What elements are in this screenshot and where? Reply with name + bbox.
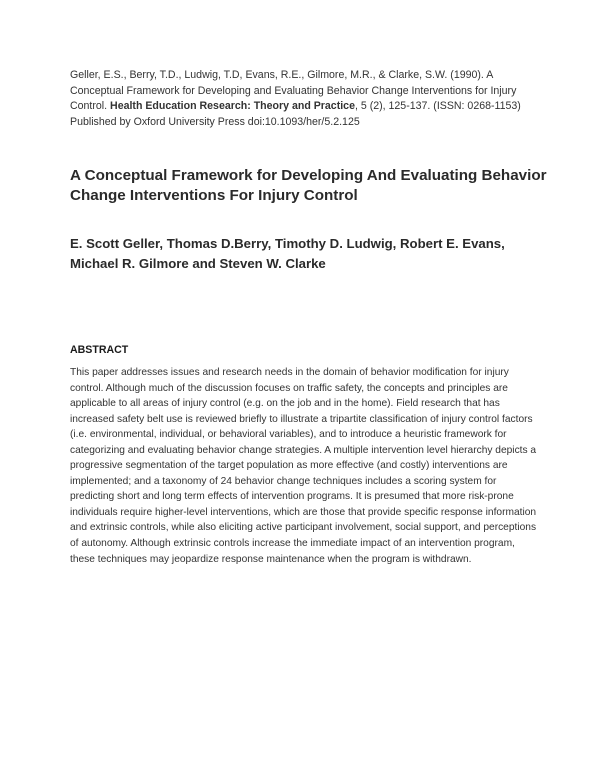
citation-details: , 5 (2), 125-137. (ISSN: 0268-1153) Published by Oxford University Press doi:10.1093/her/5.2.125 <box>70 100 521 128</box>
author-list: E. Scott Geller, Thomas D.Berry, Timothy D. Ludwig, Robert E. Evans, Michael R. Gilmore and Steven W. Clarke <box>70 236 505 271</box>
citation <box>70 68 540 130</box>
paper-title: A Conceptual Framework for Developing And Evaluating Behavior Change Interventions For Injury Control <box>70 167 547 204</box>
citation-journal: Health Education Research: Theory and Practice <box>110 100 355 113</box>
abstract-heading: ABSTRACT <box>70 344 129 356</box>
abstract-body: This paper addresses issues and research needs in the domain of behavior modification for injury control. Although much of the discussion focuses on traffic safety, the concepts and principles are applicable to all areas of injury control (e.g. on the job and in the home). Field research that has increased safety belt use is reviewed briefly to illustrate a tripartite classification of injury control factors (i.e. environmental, individual, or behavioral variables), and to introduce a heuristic framework for categorizing and evaluating behavior change strategies. A multiple intervention level hierarchy depicts a progressive segmentation of the target population as more effective (and costly) interventions are implemented; and a taxonomy of 24 behavior change techniques includes a scoring system for predicting short and long term effects of intervention programs. It is presumed that more risk-prone individuals require higher-level interventions, which are those that provide specific response information and extrinsic controls, while also eliciting active participant involvement, social support, and perceptions of autonomy. Although extrinsic controls increase the immediate impact of an intervention program, these techniques may jeopardize response maintenance when the program is withdrawn. <box>70 367 537 565</box>
citation-authors-year: Geller, E.S., Berry, T.D., Ludwig, T.D, Evans, R.E., Gilmore, M.R., & Clarke, S.W. (1990). A Conceptual Framework for Developing and Evaluating Behavior Change Interventions for Injury Control. <box>70 69 517 113</box>
